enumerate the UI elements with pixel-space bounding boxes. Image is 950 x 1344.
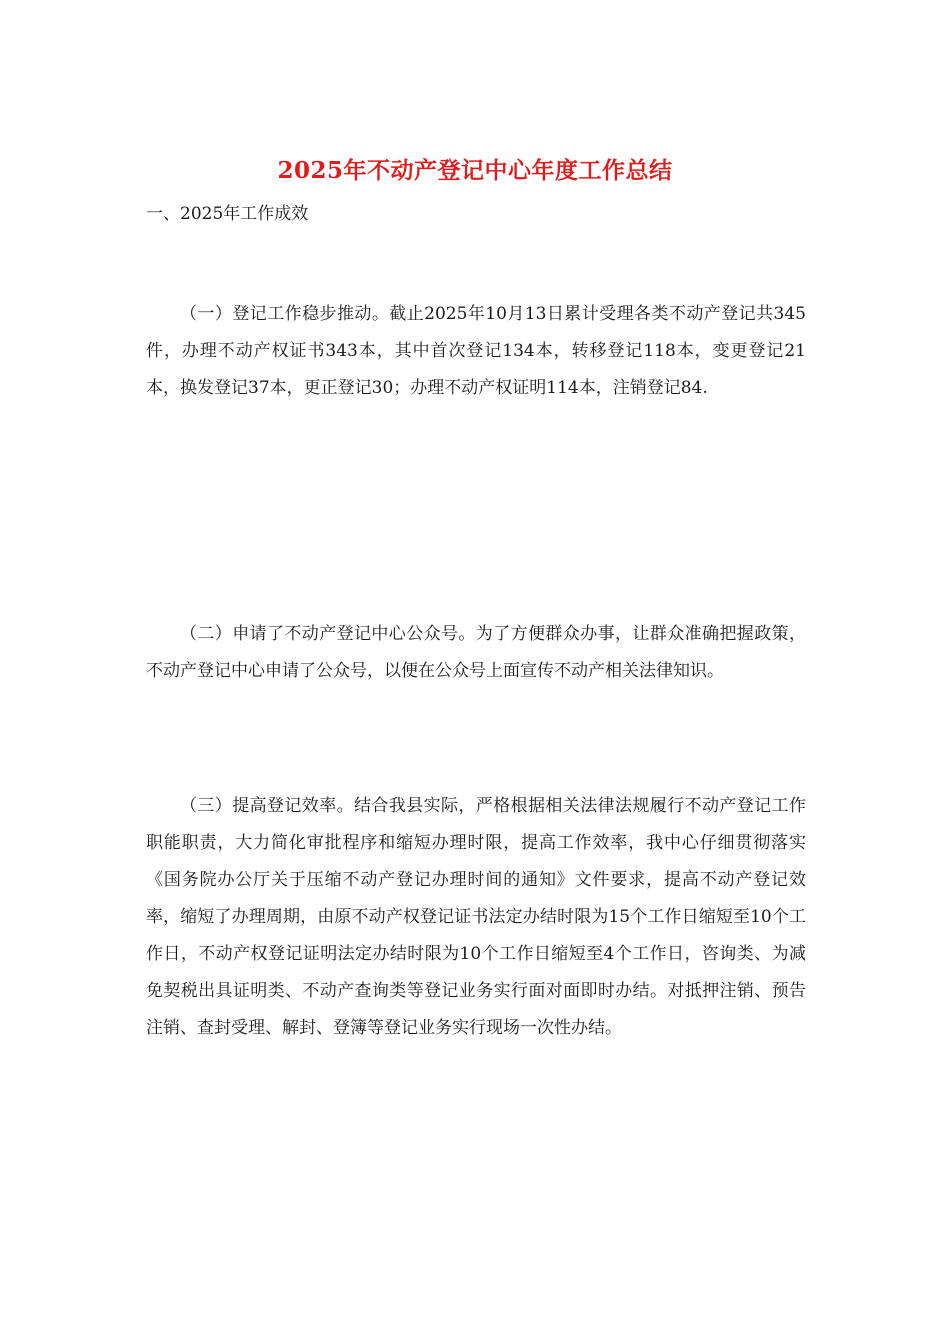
paragraph-registration-progress: （一）登记工作稳步推动。截止2025年10月13日累计受理各类不动产登记共345件，办理不动产权证书343本，其中首次登记134本，转移登记118本，变更登记21本，换发登记37本，更正登记30；办理不动产权证明114本，注销登记84. [146, 304, 806, 398]
paragraph-efficiency: （三）提高登记效率。结合我县实际，严格根据相关法律法规履行不动产登记工作职能职责，大力简化审批程序和缩短办理时限，提高工作效率，我中心仔细贯彻落实《国务院办公厅关于压缩不动产登记办理时间的通知》文件要求，提高不动产登记效率，缩短了办理周期，由原不动产权登记证书法定办结时限为15个工作日缩短至10个工作日，不动产权登记证明法定办结时限为10个工作日缩短至4个工作日，咨询类、为减免契税出具证明类、不动产查询类等登记业务实行面对面即时办结。对抵押注销、预告注销、查封受理、解封、登簿等登记业务实行现场一次性办结。 [146, 796, 806, 1038]
paragraph-public-account: （二）申请了不动产登记中心公众号。为了方便群众办事，让群众准确把握政策，不动产登记中心申请了公众号，以便在公众号上面宣传不动产相关法律知识。 [146, 624, 806, 681]
section-heading: 一、2025年工作成效 [146, 204, 309, 224]
document-title: 2025年不动产登记中心年度工作总结 [277, 157, 673, 184]
